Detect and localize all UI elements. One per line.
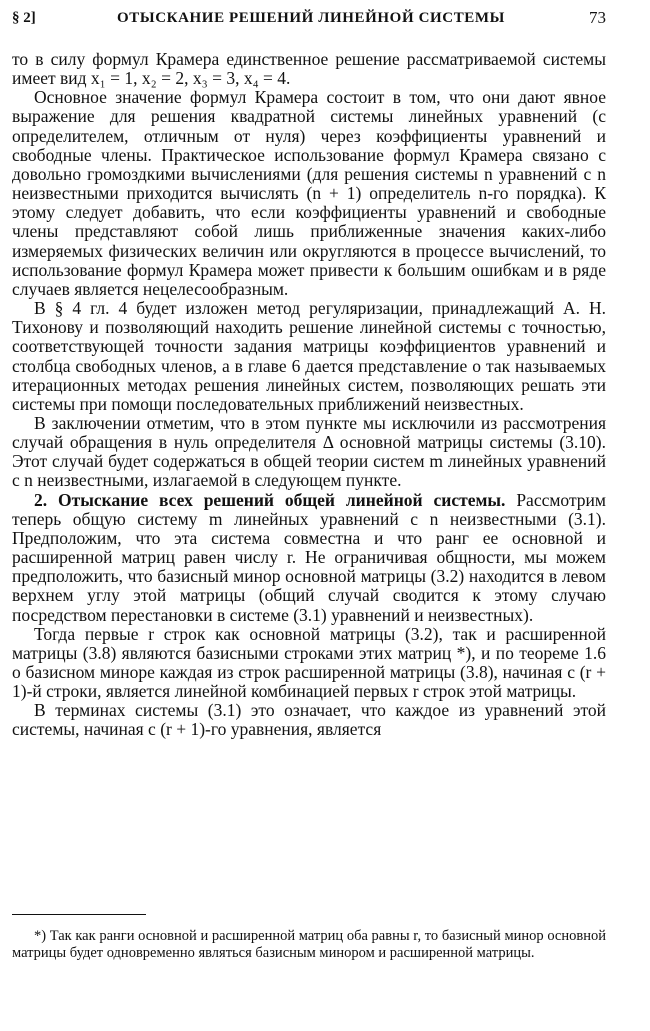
paragraph-3: В § 4 гл. 4 будет изложен метод регуляризации, принадлежащий А. Н. Тихонову и позволяющий находить решение линейной системы с точностью, соответствующей точности задания матрицы коэффициентов уравнений и столбца свободных членов, а в главе 6 дается представление о так называемых итерационных методах решения линейных систем, позволяющих решать эти системы при помощи последовательных приближений неизвестных. [12, 298, 606, 414]
paragraph-4: В заключении отметим, что в этом пункте мы исключили из рассмотрения случай обращения в нуль определителя Δ основной матрицы системы (3.10). Этот случай будет содержаться в общей теории систем m линейных уравнений с n неизвестными, излагаемой в следующем пункте. [12, 412, 606, 491]
running-header [12, 6, 606, 34]
paragraph-1: то в силу формул Крамера единственное решение рассматриваемой системы имеет вид x₁ = 1, x₂ = 2, x₃ = 3, x₄ = 4. [12, 49, 606, 89]
running-title: ОТЫСКАНИЕ РЕШЕНИЙ ЛИНЕЙНОЙ СИСТЕМЫ [117, 10, 505, 26]
paragraph-2: Основное значение формул Крамера состоит в том, что они дают явное выражение для решения квадратной системы линейных уравнений (с определителем, отличным от нуля) через коэффициенты уравнений и свободные члены. Практическое использование формул Крамера связано с довольно громоздкими вычислениями (для решения системы n уравнений с n неизвестными приходится вычислять (n + 1) определитель n-го порядка). К этому следует добавить, что если коэффициенты уравнений и свободные члены представляют собой лишь приближенные значения каких-либо измеряемых физических величин или округляются в процессе вычислений, то использование формул Крамера может привести к большим ошибкам и в ряде случаев является нецелесообразным. [12, 87, 606, 299]
section-heading: 2. Отыскание всех решений общей линейной системы. [34, 489, 506, 510]
footnote: *) Так как ранги основной и расширенной матриц оба равны r, то базисный минор основной матрицы будет одновременно являться базисным минором и расширенной матрицы. [12, 928, 606, 961]
footnote-divider [12, 914, 146, 915]
paragraph-6: Тогда первые r строк как основной матрицы (3.2), так и расширенной матрицы (3.8) являются базисными строками этих матриц *), и по теореме 1.6 о базисном миноре каждая из строк расширенной матрицы (3.8), начиная с (r + 1)-й строки, является линейной комбинацией первых r строк этой матрицы. [12, 623, 606, 702]
paragraph-7: В терминах системы (3.1) это означает, что каждое из уравнений этой системы, начиная с (r + 1)-го уравнения, является [12, 700, 606, 740]
paragraph-5 [12, 491, 606, 625]
page-number: 73 [589, 8, 606, 27]
section-marker: § 2] [12, 10, 36, 26]
main-text [12, 50, 606, 740]
paragraph-5-text: Рассмотрим теперь общую систему m линейных уравнений с n неизвестными (3.1). Предположим, что эта система совместна и что ранг ее основной и расширенной матриц равен числу r. Не ограничивая общности, мы можем предположить, что базисный минор основной матрицы (3.2) находится в левом верхнем углу этой матрицы (общий случай сводится к этому случаю посредством перестановки в системе (3.1) уравнений и неизвестных). [12, 489, 606, 625]
